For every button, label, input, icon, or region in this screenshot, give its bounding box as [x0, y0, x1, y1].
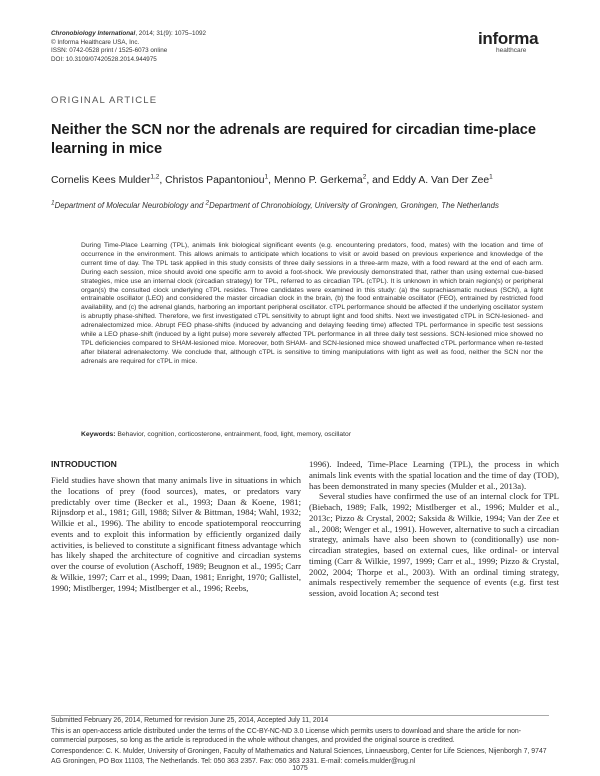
author: Eddy A. Van Der Zee — [392, 175, 490, 186]
publisher-logo — [478, 30, 538, 55]
footnotes — [51, 716, 551, 768]
body-column-left — [51, 475, 301, 593]
page-number: 1075 — [292, 765, 308, 772]
journal-copyright: © Informa Healthcare USA, Inc. — [51, 38, 140, 46]
affil-text-1: Department of Molecular Neurobiology and — [54, 201, 206, 210]
article-title: Neither the SCN nor the adrenals are required for circadian time-place learning in mice — [51, 122, 536, 157]
journal-doi: DOI: 10.3109/07420528.2014.944975 — [51, 55, 157, 63]
affil-sup-2: 2 — [205, 199, 210, 207]
author: Cornelis Kees Mulder — [51, 175, 151, 186]
logo-word: informa — [478, 29, 539, 48]
author-affil-sup: 1 — [264, 173, 269, 181]
submission-dates: Submitted February 26, 2014, Returned for revision June 25, 2014, Accepted July 11, 2014 — [51, 717, 329, 724]
section-label: ORIGINAL ARTICLE — [51, 95, 158, 106]
affil-sup-1: 1 — [51, 199, 55, 207]
keywords-text: Behavior, cognition, corticosterone, entrainment, food, light, memory, oscillator — [115, 431, 352, 438]
journal-citation — [51, 30, 206, 39]
journal-meta — [51, 30, 206, 64]
journal-volume: , 2014; 31(9): 1075–1092 — [135, 30, 207, 37]
author-separator: , — [268, 175, 274, 186]
section-heading-introduction: INTRODUCTION — [51, 459, 117, 469]
author-list — [51, 175, 571, 186]
author: Christos Papantoniou — [165, 175, 265, 186]
body-paragraph: Several studies have confirmed the use of an internal clock for TPL (Biebach, 1989; Falk, 1992; Mistlberger et al., 1996; Mulder et al., 2013c; Pizzo & Crystal, 2002; Saksida & Wilkie, 1994; Van der Zee et al., 2008; Wenger et al., 1991). However, alternative to such a circadian strategy, animals have also been shown to (conditionally) use non-circadian strategies, based on external cues, like ordinal- or interval timing (Carr & Wilkie, 1997, 1999; Carr et al., 1999; Pizzo & Crystal, 2002, 2004; Thorpe et al., 2003). With an ordinal timing strategy, animals respectively remember the sequence of events (e.g. first test session, avoid location A; second test — [309, 491, 559, 598]
body-paragraph: Field studies have shown that many animals live in situations in which the locations of prey (food sources), mates, or predators vary predictably over time (Becker et al., 1993; Daan & Koene, 1981; Rijnsdorp et al., 1981; Gill, 1988; Silver & Bittman, 1984; Wahl, 1932; Wilkie et al., 1996). The ability to encode spatiotemporal reoccurring events and to exploit this information by efficiently organized daily activities, is believed to constitute a significant fitness advantage which has likely shaped the architecture of cognitive and circadian systems over the course of evolution (Aschoff, 1989; Beugnon et al., 1995; Carr & Wilkie, 1997; Carr et al., 1999; Daan, 1981; Enright, 1970; Gallistel, 1990; Mistlberger, 1994; Mistlberger et al., 1996; Reebs, — [51, 475, 301, 593]
journal-name: Chronobiology International — [51, 30, 136, 37]
correspondence: Correspondence: C. K. Mulder, University of Groningen, Faculty of Mathematics and Natural Sciences, Linnaeusborg, Center for Life Sciences, Nijenborgh 7, 9747 AG Groningen, PO Box 11103, The Netherlands. Tel: 050 363 2357. Fax: 050 363 2331. E-mail: cornelis.mulder@rug.nl — [51, 748, 547, 765]
author-affil-sup: 1 — [489, 173, 493, 181]
body-paragraph: 1996). Indeed, Time-Place Learning (TPL), the process in which animals link events with the spatial location and the time of day (TOD), has been demonstrated in many species (Mulder et al., 2013a). — [309, 459, 559, 491]
abstract: During Time-Place Learning (TPL), animals link biological significant events (e.g. encountering predators, food, mates) with the location and time of occurrence in the environment. This allows animals to anticipate which locations to visit or avoid based on previous experience and knowledge of the current time of day. The TPL task applied in this study consists of three daily sessions in a three-arm maze, with a food reward at the end of each arm. During each session, mice should avoid one specific arm to avoid a foot-shock. We previously demonstrated that, rather than using external cue-based strategies, mice use an internal clock (circadian strategy) for TPL, referred to as circadian TPL (cTPL). It is unknown in which brain region(s) or peripheral organ(s) the consulted clock underlying cTPL resides. Three candidates were examined in this study: (a) the suprachiasmatic nucleus (SCN), a light entrainable oscillator (LEO) and considered the master circadian clock in the brain, (b) the food entrainable oscillator (FEO), entrained by restricted food availability, and (c) the adrenal glands, harboring an important peripheral oscillator. cTPL performance should be affected if the underlying oscillator system is abruptly phase-shifted. Therefore, we first investigated cTPL sensitivity to abrupt light and food shifts. Next we investigated cTPL in SCN-lesioned- and adrenalectomized mice. Abrupt FEO phase-shifts (induced by advancing and delaying feeding time) affected TPL performance in specific test sessions while a LEO phase-shift (induced by a light pulse) more severely affected TPL performance in all three daily test sessions. SCN-lesioned mice showed no TPL deficiencies compared to SHAM-lesioned mice. Moreover, both SHAM- and SCN-lesioned mice showed unaffected cTPL performance when re-tested after bilateral adrenalectomy. We conclude that, although cTPL is sensitive to timing manipulations with light as well as food, neither the SCN nor the adrenals are required for cTPL in mice. — [81, 242, 543, 365]
author-separator: , and — [366, 175, 393, 186]
journal-issn: ISSN: 0742-0528 print / 1525-6073 online — [51, 47, 168, 55]
author-affil-sup: 2 — [362, 173, 367, 181]
author-separator: , — [159, 175, 166, 186]
author: Menno P. Gerkema — [273, 175, 363, 186]
author-affil-sup: 1,2 — [150, 173, 160, 181]
keywords-label: Keywords: — [81, 431, 116, 438]
keywords — [81, 431, 543, 438]
logo-sub: healthcare — [496, 47, 527, 54]
affiliations — [51, 200, 561, 211]
affil-text-2: Department of Chronobiology, University of Groningen, Groningen, The Netherlands — [209, 201, 499, 210]
license-note: This is an open-access article distributed under the terms of the CC-BY-NC-ND 3.0 License which permits users to download and share the article for non-commercial purposes, so long as the article is reproduced in the whole without changes, and provided the original source is credited. — [51, 727, 522, 745]
body-column-right — [309, 459, 559, 599]
